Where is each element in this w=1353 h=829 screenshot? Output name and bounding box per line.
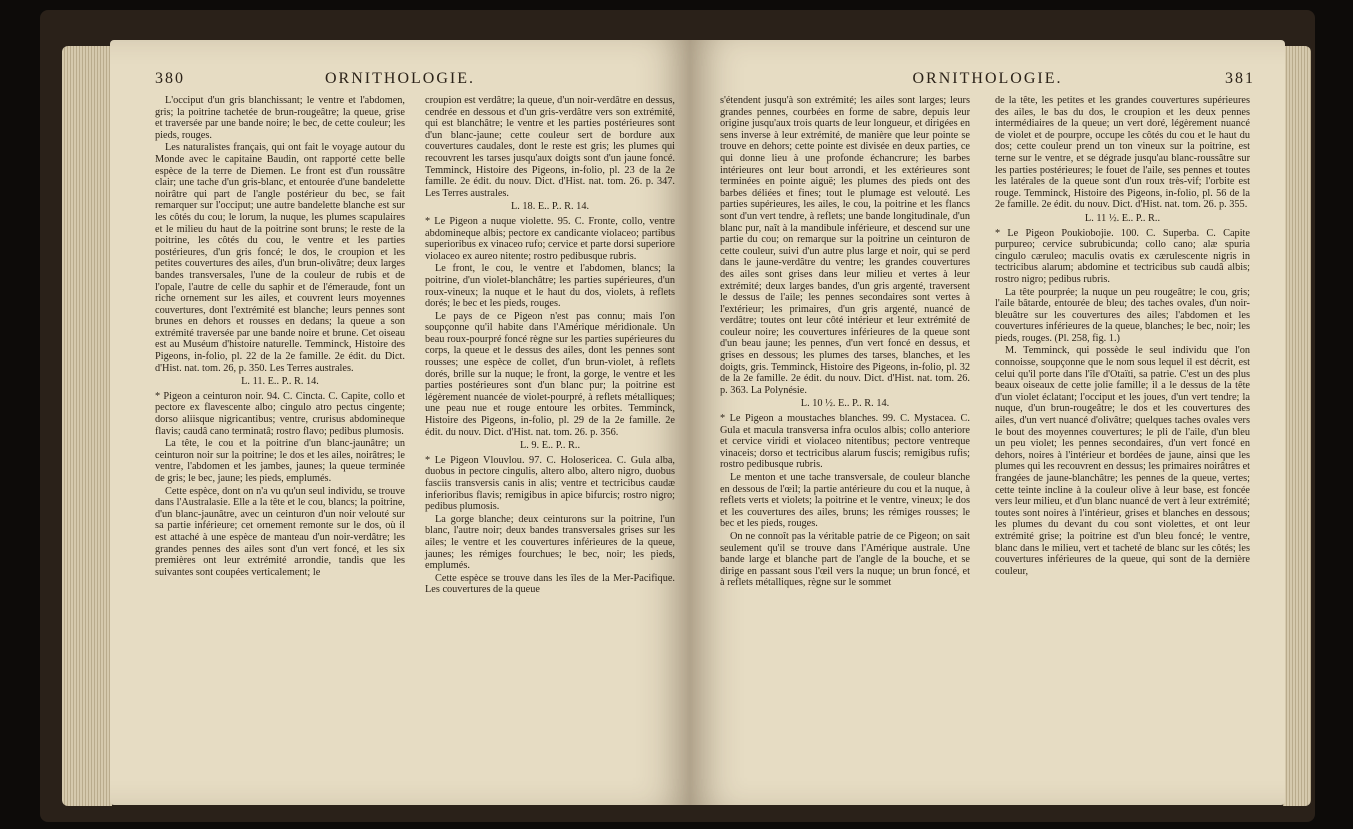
species-entry: croupion est verdâtre; la queue, d'un noir-verdâtre en dessus, cendrée en dessous et d'un gris-verdâtre vers son extrémité, qui est blanchâtre; le ventre et les parties postérieures sont d'un blanc-jaune; cette couleur sert de bordure aux couvertures caudales, dont le reste est gris; les plumes qui recouvrent les tarses jusqu'aux doigts sont d'un jaune foncé. Temminck, Histoire des Pigeons, in-folio, pl. 23 de la 2e famille. 2e édit. du nouv. Dict. d'Hist. nat. tom. 26. p. 347. Les Terres australes. (425, 95, 675, 199)
measurement-line: L. 18. E.. P.. R. 14. (510, 201, 590, 213)
species-entry: de la tête, les petites et les grandes couvertures supérieures des ailes, le bas du dos, le croupion et les deux pennes intermédiaires de la queue; un vert doré, légèrement nuancé de violet et de pourpre, occupe les côtés du cou et le haut du dos; cette couleur prend un ton vineux sur la poitrine, est terne sur le ventre, et se dégrade jusqu'au blanc-roussâtre sur les parties postérieures; le fouet de l'aile, ses pennes et toutes les latérales de la queue sont d'un roux très-vif; l'orbite est rouge. Temminck, Histoire des Pigeons, in-folio, pl. 56 de la 2e famille. 2e édit. du nouv. Dict. d'Hist. nat. tom. 26. p. 355. (995, 95, 1250, 211)
paragraph: La tête, le cou et la poitrine d'un blanc-jaunâtre; un ceinturon noir sur la poitrine; le dos et les ailes, noirâtres; le ventre, l'abdomen et les jambes, jaunes; la queue terminée de gris; le bec, jaune; les pieds, emplumés. (155, 438, 405, 484)
page-edges-right (1283, 46, 1311, 806)
species-entry: * Le Pigeon Vlouvlou. 97. C. Holosericea. C. Gula alba, duobus in pectore cingulis, altero albo, altero nigro, duobus fasciis transversis canis in alis; ventre et tectricibus caudæ inferioribus flavis; remigibus in apice bifurcis; rostro nigro; pedibus plumosis. (425, 454, 675, 513)
paragraph: Cette espèce, dont on n'a vu qu'un seul individu, se trouve dans l'Australasie. Elle a la tête et le cou, blancs; la poitrine, d'un blanc-jaunâtre, avec un ceinturon d'un noir velouté sur sa partie inférieure; cet ornement remonte sur le dos, où il est attaché à une espèce de manteau d'un noir-verdâtre; les grandes pennes des ailes sont d'un vert foncé, et les six premières ont leur extrémité arrondie, tandis que les suivantes sont coupées verticalement; le (155, 485, 405, 578)
paragraph: M. Temminck, qui possède le seul individu que l'on connoisse, soupçonne que le nom sous lequel il est décrit, est celui qu'il porte dans l'île d'Otaïti, sa patrie. C'est un des plus beaux oiseaux de cette jolie famille; il a le dessus de la tête d'un violet éclatant; l'occiput et les joues, d'un vert tendre; la nuque, d'un brun-rougeâtre; le dos et les couvertures des ailes, d'un vert nuancé d'olivâtre; quelques taches ovales vers le bout des moyennes couvertures; le pli de l'aile, d'un bleu un peu violet; les pennes secondaires, d'un vert foncé en dehors, noires à l'intérieur et bordées de jaune, ainsi que les plumes qui les recouvrent en dessus; les primaires noirâtres et frangées de jaune-blanchâtre; les pennes de la queue, vertes; cette teinte incline à la couleur olive à leur base, est foncée vers leur milieu, et d'un blanc nuancé de vert à leur extrémité; toutes sont noires à l'intérieur, grises et blanches en dessous; les plumes du devant du cou sont violettes, et ont leur extrémité grise; la poitrine est d'un bleu foncé; le ventre, blanc dans le milieu, vert et tacheté de blanc sur les côtés; les couvertures inférieures de la queue, qui sont de la dernière couleur, (995, 345, 1250, 577)
paragraph: La gorge blanche; deux ceinturons sur la poitrine, l'un blanc, l'autre noir; deux bandes transversales grises sur les ailes; le ventre et les couvertures inférieures de la queue, jaunes; les rémiges fourchues; le bec, noir; les pieds, emplumés. (425, 513, 675, 572)
left-running-title: ORNITHOLOGIE. (325, 70, 475, 87)
right-page (690, 40, 1285, 805)
species-entry: * Pigeon a ceinturon noir. 94. C. Cincta. C. Capite, collo et pectore ex flavescente albo; cingulo atro pectus cingente; dorso aliisque nigricantibus; ventre, crurisus abdomineque flavis; caudâ cano terminatâ; rostro flavo; pedibus plumosis. (155, 390, 405, 437)
paragraph: Cette espèce se trouve dans les îles de la Mer-Pacifique. Les couvertures de la queue (425, 572, 675, 596)
paragraph: On ne connoît pas la véritable patrie de ce Pigeon; on sait seulement qu'il se trouve dans l'Amérique australe. Une bande large et blanche part de l'angle de la bouche, et se dirige en passant sous l'œil vers la nuque; un brun foncé, et à reflets métalliques, règne sur le sommet (720, 530, 970, 589)
species-entry: * Le Pigeon a moustaches blanches. 99. C. Mystacea. C. Gula et macula transversa infra oculos albis; collo anteriore et cervice viridi et violaceo nitentibus; pectore ventreque vinaceis; dorso et tectricibus alarum fuscis; remigibus rufis; rostro pedibusque rubris. (720, 413, 970, 471)
left-column-2 (425, 95, 675, 597)
measurement-line: L. 11. E.. P.. R. 14. (241, 376, 319, 388)
left-page-number: 380 (155, 70, 185, 87)
species-entry: s'étendent jusqu'à son extrémité; les ailes sont larges; leurs grandes pennes, courbées en forme de sabre, depuis leur origine jusqu'aux trois quarts de leur longueur, et dirigées en sens inverse à leur extrémité, de manière que leur pointe se trouve en dehors; cette pointe est divisée en deux parties, ce qui donne lieu à une profonde échancrure; les barbes intérieures ont leur bout arrondi, et les extérieures sont terminées en pointe aiguë; les plumes des pieds ont des barbes déliées et fines; tout le plumage est velouté. Les parties supérieures, les ailes, le cou, la poitrine et les flancs sont d'un vert tendre, à reflets; une bande longitudinale, d'un blanc pur, naît à la mandibule inférieure, et descend sur une partie du cou; on remarque sur la poitrine un ceinturon de cette couleur, suivi d'un autre plus large et noir, qui se perd dans le jaune-verdâtre du ventre; les grandes couvertures des ailes sont grises dans leur milieu et vertes à leur extrémité; deux larges bandes, d'un gris argenté, traversent le dessus de l'aile; les pennes secondaires sont vertes à l'extérieur; les primaires, d'un gris argenté, nuancé de verdâtre; toutes ont leur côté intérieur et leur extrémité de couleur noire; les couvertures inférieures de la queue sont d'un beau jaune; les pennes, d'un vert foncé en dessus, et grises en dessous; les plumes des tarses, blanches, et les doigts, gris. Temminck, Histoire des Pigeons, in-folio, pl. 32 de la 2e famille. 2e édit. du nouv. Dict. d'Hist. nat. tom. 26. p. 363. La Polynésie. (720, 95, 970, 396)
right-column-2 (995, 95, 1250, 578)
measurement-line: L. 11 ½. E.. P.. R.. (1084, 212, 1161, 224)
paragraph: Le front, le cou, le ventre et l'abdomen, blancs; la poitrine, d'un violet-blanchâtre; les parties supérieures, d'un roux-vineux; la nuque et le haut du dos, violets, à reflets dorés; le bec et les pieds, rouges. (425, 263, 675, 310)
measurement-line: L. 10 ½. E.. P.. R. 14. (800, 398, 890, 410)
right-column-1 (720, 95, 970, 590)
left-page (110, 40, 690, 805)
left-column-1 (155, 95, 405, 579)
paragraph: Les naturalistes français, qui ont fait le voyage autour du Monde avec le capitaine Baudin, ont rapporté cette belle espèce de la terre de Diemen. Le front est d'un roussâtre clair; une tache d'un gris-blanc, et entourée d'une bandelette noirâtre qui part de l'angle postérieur du bec, se fait remarquer sur l'occiput; une autre bandelette blanche est sur les côtés du cou; le lorum, la nuque, les plumes scapulaires et le milieu du haut de la poitrine sont bruns; le reste de la poitrine, les côtés du cou, le ventre et les parties postérieures, d'un gris foncé; le dos, le croupion et les petites couvertures des ailes, d'un brun-olivâtre; deux larges bandes transversales, l'une de la couleur de rubis et de l'opale, l'autre de celle du saphir et de l'émeraude, font un riche ornement sur les ailes, et couvrent leurs moyennes couvertures, dont l'extrémité est blanche; leurs pennes sont brunes en dehors et rousses en dedans; la queue a son extrémité traversée par une bande noire et brune. Cet oiseau est au Muséum d'histoire naturelle. Temminck, Histoire des Pigeons, in-folio, pl. 22 de la 2e famille. 2e édit. du Dict. d'Hist. nat. tom. 26, p. 350. Les Terres australes. (155, 142, 405, 374)
measurement-line: L. 9. E.. P.. R.. (519, 440, 581, 452)
right-running-title: ORNITHOLOGIE. (912, 70, 1063, 87)
right-page-number: 381 (1225, 70, 1255, 87)
species-entry: * Le Pigeon Poukiobojie. 100. C. Superba. C. Capite purpureo; cervice subrubicunda; collo cano; alæ spuria cingulo cæruleo; maculis ovatis ex cærulescente nigris in tectricibus alarum; abdomine et tectricibus sub caudâ albis; rostro nigro; pedibus rubris. (995, 227, 1250, 285)
page-edges-left (62, 46, 112, 806)
paragraph: L'occiput d'un gris blanchissant; le ventre et l'abdomen, gris; la poitrine tachetée de brun-rougeâtre; la queue, grise et traversée par une bande noire; le bec, de cette couleur; les pieds, rouges. (155, 95, 405, 141)
paragraph: Le menton et une tache transversale, de couleur blanche en dessous de l'œil; la partie antérieure du cou et la nuque, à reflets verts et violets; la poitrine et le ventre, vineux; le dos et les couvertures des ailes, bruns; les rémiges rousses; le bec et les pieds, rouges. (720, 472, 970, 530)
right-page-header (690, 70, 1285, 92)
paragraph: Le pays de ce Pigeon n'est pas connu; mais l'on soupçonne qu'il habite dans l'Amérique méridionale. Un beau roux-pourpré foncé règne sur les parties supérieures du corps, la queue et le dessus des ailes, dont les pennes sont rousses; une espèce de collet, d'un brun-violet, à reflets dorés, brille sur la nuque; le front, la gorge, le ventre et les parties postérieures sont d'un blanc pur; la poitrine est légèrement nuancée de violet-pourpré, à reflets métalliques; une peau nue et rouge entoure les orbites. Temminck, Histoire des Pigeons, in-folio, pl. 29 de la 2e famille. 2e édit. du nouv. Dict. d'Hist. nat. tom. 26. p. 356. (425, 310, 675, 438)
species-entry: * Le Pigeon a nuque violette. 95. C. Fronte, collo, ventre abdomineque albis; pectore ex candicante violaceo; partibus superioribus ex vinaceo rufo; cervice et parte dorsi superiore violaceo ex aureo nitente; rostro pedibusque rubris. (425, 215, 675, 262)
paragraph: La tête pourprée; la nuque un peu rougeâtre; le cou, gris; l'aile bâtarde, entourée de bleu; des taches ovales, d'un noir-bleuâtre sur les couvertures des ailes; l'abdomen et les couvertures inférieures de la queue, blanches; le bec, noir; les pieds, rouges. (Pl. 258, fig. 1.) (995, 286, 1250, 344)
left-page-header (110, 70, 690, 92)
